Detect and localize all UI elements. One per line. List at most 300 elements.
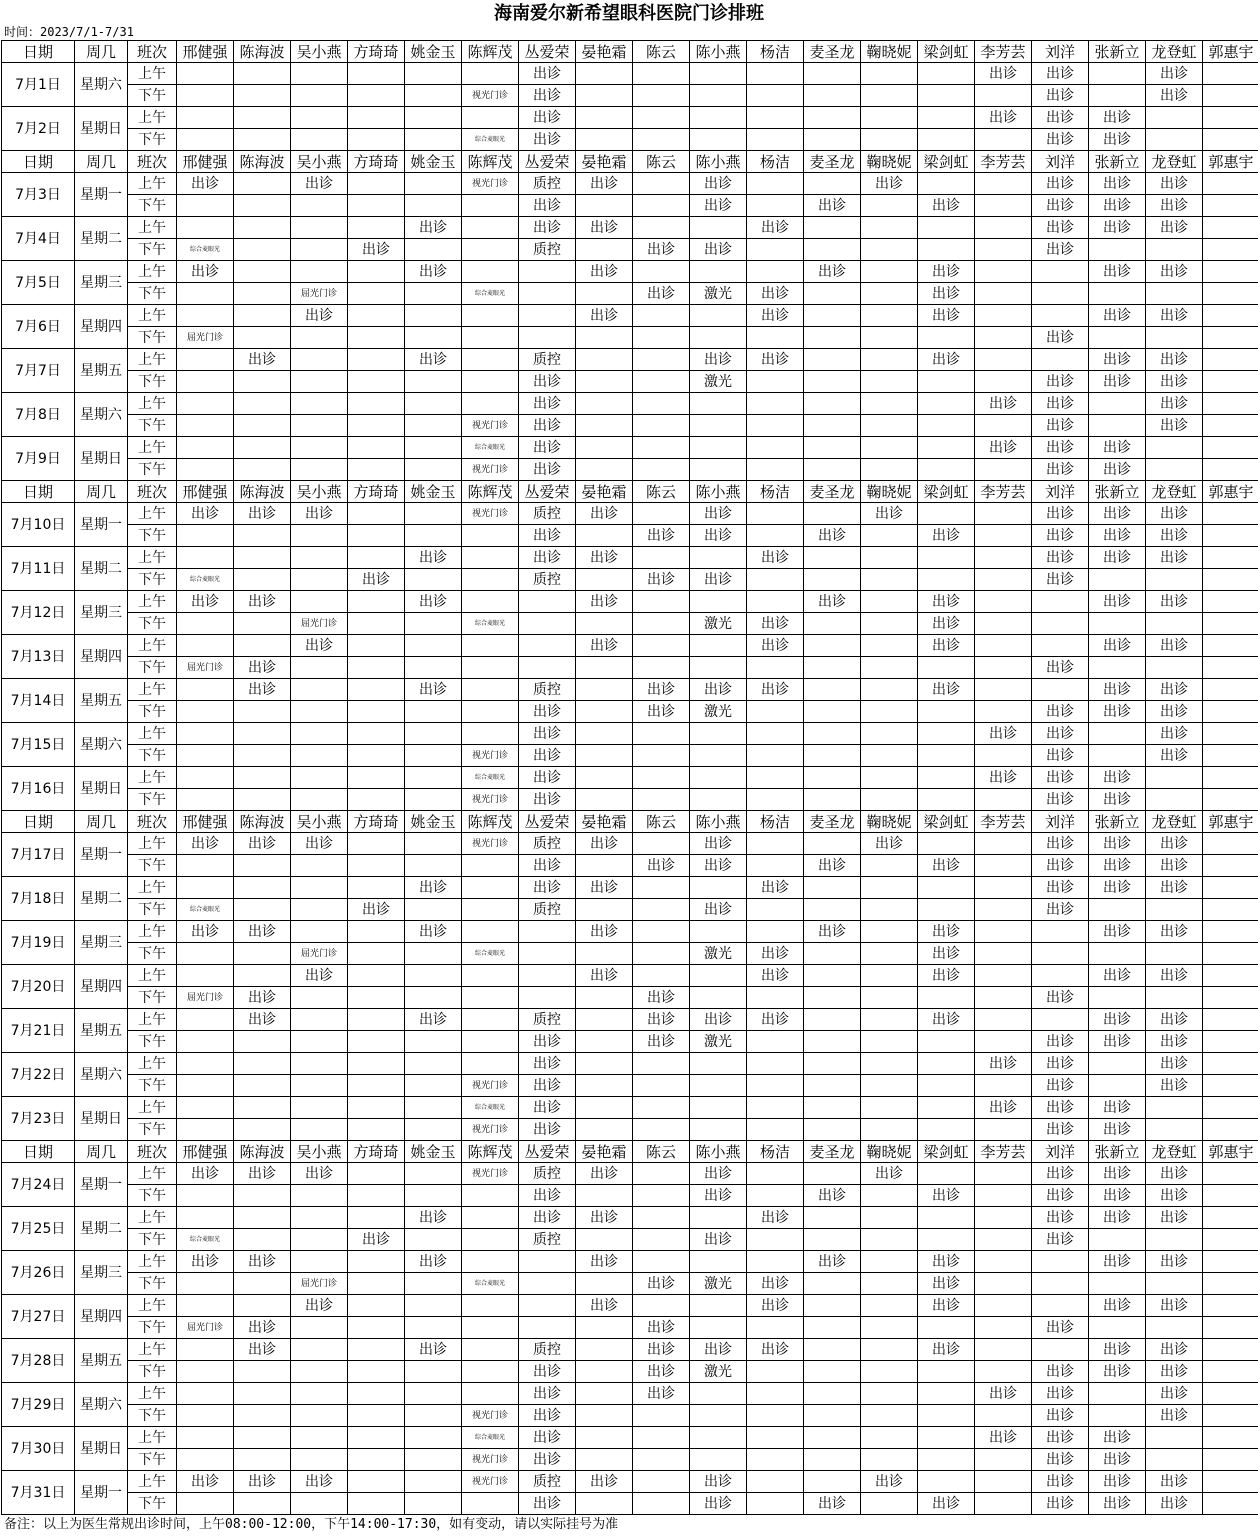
schedule-cell: 出诊 bbox=[690, 503, 747, 525]
weekday-cell: 星期六 bbox=[75, 63, 128, 107]
schedule-cell bbox=[348, 63, 405, 85]
schedule-cell: 出诊 bbox=[1032, 723, 1089, 745]
schedule-cell: 出诊 bbox=[918, 679, 975, 701]
column-header: 班次 bbox=[128, 1141, 177, 1163]
weekday-cell: 星期四 bbox=[75, 965, 128, 1009]
weekday-cell: 星期四 bbox=[75, 305, 128, 349]
schedule-cell bbox=[1032, 305, 1089, 327]
schedule-cell bbox=[747, 1119, 804, 1141]
schedule-cell bbox=[462, 855, 519, 877]
schedule-cell: 视光门诊 bbox=[462, 173, 519, 195]
schedule-cell bbox=[918, 107, 975, 129]
schedule-cell bbox=[177, 415, 234, 437]
schedule-cell bbox=[633, 1185, 690, 1207]
schedule-cell bbox=[1203, 393, 1258, 415]
schedule-cell bbox=[918, 63, 975, 85]
schedule-cell: 出诊 bbox=[1146, 305, 1203, 327]
shift-cell: 上午 bbox=[128, 393, 177, 415]
schedule-cell: 出诊 bbox=[1032, 415, 1089, 437]
schedule-cell bbox=[177, 1449, 234, 1471]
schedule-cell: 出诊 bbox=[519, 107, 576, 129]
schedule-cell: 出诊 bbox=[405, 877, 462, 899]
shift-cell: 上午 bbox=[128, 305, 177, 327]
column-header: 姚金玉 bbox=[405, 151, 462, 173]
schedule-cell: 出诊 bbox=[1032, 129, 1089, 151]
schedule-cell bbox=[804, 635, 861, 657]
schedule-cell bbox=[861, 85, 918, 107]
schedule-cell bbox=[918, 745, 975, 767]
table-row bbox=[2, 591, 1258, 613]
schedule-cell bbox=[804, 1295, 861, 1317]
schedule-cell bbox=[234, 899, 291, 921]
shift-cell: 下午 bbox=[128, 1361, 177, 1383]
schedule-cell: 出诊 bbox=[405, 591, 462, 613]
schedule-cell: 出诊 bbox=[633, 283, 690, 305]
shift-cell: 上午 bbox=[128, 833, 177, 855]
schedule-cell: 出诊 bbox=[1089, 789, 1146, 811]
schedule-cell bbox=[576, 415, 633, 437]
schedule-cell: 出诊 bbox=[519, 877, 576, 899]
schedule-cell: 出诊 bbox=[576, 261, 633, 283]
column-header: 陈小燕 bbox=[690, 151, 747, 173]
column-header: 陈云 bbox=[633, 1141, 690, 1163]
schedule-cell bbox=[975, 987, 1032, 1009]
weekday-cell: 星期六 bbox=[75, 1383, 128, 1427]
schedule-cell: 出诊 bbox=[1089, 1295, 1146, 1317]
schedule-cell bbox=[690, 1251, 747, 1273]
schedule-cell: 出诊 bbox=[1146, 547, 1203, 569]
schedule-cell bbox=[234, 305, 291, 327]
schedule-cell bbox=[462, 63, 519, 85]
schedule-cell bbox=[633, 635, 690, 657]
schedule-cell: 出诊 bbox=[918, 195, 975, 217]
schedule-cell bbox=[975, 349, 1032, 371]
schedule-cell: 出诊 bbox=[975, 107, 1032, 129]
schedule-cell bbox=[1032, 1339, 1089, 1361]
schedule-cell: 出诊 bbox=[804, 1251, 861, 1273]
schedule-cell bbox=[348, 943, 405, 965]
shift-cell: 下午 bbox=[128, 459, 177, 481]
table-row bbox=[2, 1119, 1258, 1141]
schedule-cell bbox=[804, 1317, 861, 1339]
schedule-cell bbox=[861, 613, 918, 635]
schedule-cell bbox=[1032, 679, 1089, 701]
schedule-cell bbox=[1203, 1449, 1258, 1471]
column-header: 陈云 bbox=[633, 41, 690, 63]
shift-cell: 下午 bbox=[128, 327, 177, 349]
schedule-cell bbox=[177, 459, 234, 481]
schedule-cell bbox=[633, 459, 690, 481]
weekday-cell: 星期二 bbox=[75, 217, 128, 261]
schedule-cell bbox=[291, 1097, 348, 1119]
schedule-cell bbox=[348, 1383, 405, 1405]
schedule-cell bbox=[690, 1295, 747, 1317]
schedule-cell bbox=[462, 1493, 519, 1515]
schedule-cell bbox=[690, 217, 747, 239]
schedule-cell: 出诊 bbox=[1146, 1471, 1203, 1493]
schedule-cell bbox=[291, 547, 348, 569]
schedule-cell bbox=[348, 789, 405, 811]
schedule-cell bbox=[1203, 195, 1258, 217]
schedule-cell bbox=[1203, 1273, 1258, 1295]
table-row bbox=[2, 1097, 1258, 1119]
schedule-cell bbox=[633, 1097, 690, 1119]
date-cell: 7月6日 bbox=[2, 305, 75, 349]
schedule-cell bbox=[861, 591, 918, 613]
schedule-cell bbox=[1203, 547, 1258, 569]
shift-cell: 上午 bbox=[128, 107, 177, 129]
schedule-cell bbox=[1203, 569, 1258, 591]
schedule-cell bbox=[975, 569, 1032, 591]
schedule-cell bbox=[975, 1119, 1032, 1141]
schedule-cell: 视光门诊 bbox=[462, 745, 519, 767]
schedule-cell: 出诊 bbox=[918, 613, 975, 635]
schedule-cell bbox=[1203, 1405, 1258, 1427]
table-row bbox=[2, 217, 1258, 239]
date-cell: 7月28日 bbox=[2, 1339, 75, 1383]
schedule-cell bbox=[348, 1053, 405, 1075]
shift-cell: 上午 bbox=[128, 1207, 177, 1229]
schedule-cell bbox=[747, 1493, 804, 1515]
date-cell: 7月16日 bbox=[2, 767, 75, 811]
schedule-cell bbox=[975, 877, 1032, 899]
schedule-cell: 综合麦眼光 bbox=[462, 1273, 519, 1295]
shift-cell: 下午 bbox=[128, 701, 177, 723]
schedule-cell: 出诊 bbox=[1032, 1229, 1089, 1251]
schedule-cell bbox=[975, 459, 1032, 481]
schedule-cell bbox=[633, 129, 690, 151]
schedule-cell: 激光 bbox=[690, 701, 747, 723]
schedule-cell bbox=[1203, 239, 1258, 261]
schedule-cell bbox=[348, 877, 405, 899]
schedule-cell: 出诊 bbox=[747, 217, 804, 239]
schedule-cell bbox=[975, 1295, 1032, 1317]
schedule-cell: 出诊 bbox=[1032, 195, 1089, 217]
schedule-cell bbox=[804, 987, 861, 1009]
schedule-cell bbox=[804, 833, 861, 855]
weekday-cell: 星期一 bbox=[75, 1163, 128, 1207]
schedule-cell bbox=[690, 877, 747, 899]
table-row bbox=[2, 525, 1258, 547]
schedule-cell: 出诊 bbox=[1032, 1097, 1089, 1119]
column-header: 晏艳霜 bbox=[576, 1141, 633, 1163]
schedule-cell: 出诊 bbox=[690, 239, 747, 261]
shift-cell: 上午 bbox=[128, 679, 177, 701]
schedule-cell bbox=[1032, 613, 1089, 635]
schedule-cell bbox=[234, 107, 291, 129]
schedule-cell bbox=[177, 965, 234, 987]
schedule-cell bbox=[975, 1075, 1032, 1097]
table-row bbox=[2, 1251, 1258, 1273]
schedule-cell bbox=[405, 393, 462, 415]
schedule-cell bbox=[234, 965, 291, 987]
schedule-cell bbox=[405, 107, 462, 129]
schedule-cell bbox=[975, 679, 1032, 701]
schedule-cell: 出诊 bbox=[1032, 657, 1089, 679]
schedule-cell bbox=[1089, 85, 1146, 107]
schedule-cell bbox=[633, 371, 690, 393]
schedule-cell bbox=[348, 327, 405, 349]
schedule-cell bbox=[1032, 591, 1089, 613]
schedule-cell bbox=[1203, 1031, 1258, 1053]
schedule-cell bbox=[804, 899, 861, 921]
schedule-cell: 出诊 bbox=[1146, 1295, 1203, 1317]
column-header: 邢健强 bbox=[177, 41, 234, 63]
schedule-cell bbox=[690, 987, 747, 1009]
schedule-cell bbox=[633, 1207, 690, 1229]
schedule-cell: 综合麦眼光 bbox=[462, 437, 519, 459]
schedule-cell bbox=[975, 173, 1032, 195]
schedule-cell bbox=[177, 1009, 234, 1031]
schedule-cell: 出诊 bbox=[633, 679, 690, 701]
date-cell: 7月12日 bbox=[2, 591, 75, 635]
column-header: 杨洁 bbox=[747, 41, 804, 63]
schedule-cell: 出诊 bbox=[1032, 1053, 1089, 1075]
schedule-cell bbox=[690, 1449, 747, 1471]
column-header: 晏艳霜 bbox=[576, 811, 633, 833]
schedule-cell: 出诊 bbox=[576, 965, 633, 987]
date-cell: 7月24日 bbox=[2, 1163, 75, 1207]
schedule-cell bbox=[1203, 635, 1258, 657]
schedule-cell bbox=[804, 173, 861, 195]
schedule-cell: 出诊 bbox=[519, 1097, 576, 1119]
shift-cell: 上午 bbox=[128, 261, 177, 283]
schedule-cell: 出诊 bbox=[747, 943, 804, 965]
column-header: 麦圣龙 bbox=[804, 811, 861, 833]
schedule-cell: 出诊 bbox=[291, 1163, 348, 1185]
schedule-cell bbox=[348, 613, 405, 635]
schedule-cell bbox=[918, 173, 975, 195]
schedule-cell: 视光门诊 bbox=[462, 85, 519, 107]
schedule-cell bbox=[633, 899, 690, 921]
schedule-cell: 出诊 bbox=[633, 569, 690, 591]
schedule-cell: 出诊 bbox=[1146, 745, 1203, 767]
schedule-cell bbox=[747, 1229, 804, 1251]
schedule-cell bbox=[975, 305, 1032, 327]
schedule-cell: 出诊 bbox=[1032, 1317, 1089, 1339]
schedule-cell bbox=[405, 1405, 462, 1427]
date-cell: 7月13日 bbox=[2, 635, 75, 679]
schedule-cell: 出诊 bbox=[576, 503, 633, 525]
schedule-cell bbox=[405, 327, 462, 349]
schedule-cell bbox=[462, 591, 519, 613]
schedule-cell bbox=[918, 1471, 975, 1493]
schedule-cell bbox=[690, 107, 747, 129]
schedule-cell: 出诊 bbox=[918, 283, 975, 305]
schedule-cell bbox=[918, 217, 975, 239]
shift-cell: 上午 bbox=[128, 1163, 177, 1185]
schedule-cell bbox=[576, 1009, 633, 1031]
schedule-cell: 出诊 bbox=[405, 1251, 462, 1273]
weekday-cell: 星期四 bbox=[75, 1295, 128, 1339]
schedule-cell: 出诊 bbox=[747, 283, 804, 305]
schedule-cell bbox=[747, 1317, 804, 1339]
schedule-cell: 出诊 bbox=[177, 1471, 234, 1493]
shift-cell: 下午 bbox=[128, 371, 177, 393]
schedule-cell bbox=[519, 591, 576, 613]
schedule-cell: 出诊 bbox=[291, 503, 348, 525]
column-header: 刘洋 bbox=[1032, 1141, 1089, 1163]
schedule-cell bbox=[576, 657, 633, 679]
schedule-cell: 出诊 bbox=[1089, 547, 1146, 569]
schedule-cell: 出诊 bbox=[1146, 1207, 1203, 1229]
schedule-cell bbox=[234, 437, 291, 459]
schedule-cell bbox=[291, 393, 348, 415]
schedule-cell: 出诊 bbox=[690, 1471, 747, 1493]
shift-cell: 上午 bbox=[128, 921, 177, 943]
schedule-cell bbox=[804, 1427, 861, 1449]
schedule-cell: 视光门诊 bbox=[462, 789, 519, 811]
schedule-cell: 出诊 bbox=[519, 1119, 576, 1141]
table-row bbox=[2, 1427, 1258, 1449]
schedule-cell bbox=[462, 679, 519, 701]
schedule-cell: 出诊 bbox=[291, 305, 348, 327]
schedule-cell: 出诊 bbox=[576, 1471, 633, 1493]
schedule-cell bbox=[747, 393, 804, 415]
schedule-cell: 出诊 bbox=[1089, 1207, 1146, 1229]
schedule-cell bbox=[576, 129, 633, 151]
schedule-cell bbox=[975, 1207, 1032, 1229]
schedule-cell bbox=[177, 371, 234, 393]
table-row bbox=[2, 745, 1258, 767]
schedule-cell bbox=[1203, 1339, 1258, 1361]
shift-cell: 下午 bbox=[128, 899, 177, 921]
schedule-cell: 出诊 bbox=[1089, 437, 1146, 459]
schedule-cell bbox=[690, 767, 747, 789]
schedule-cell bbox=[804, 877, 861, 899]
schedule-cell bbox=[1203, 1471, 1258, 1493]
schedule-cell: 出诊 bbox=[1032, 987, 1089, 1009]
schedule-cell bbox=[576, 1449, 633, 1471]
schedule-cell bbox=[975, 1229, 1032, 1251]
schedule-cell: 综合麦眼光 bbox=[177, 1229, 234, 1251]
schedule-cell bbox=[177, 1207, 234, 1229]
schedule-cell: 出诊 bbox=[747, 679, 804, 701]
schedule-cell bbox=[177, 63, 234, 85]
column-header: 郭惠宇 bbox=[1203, 1141, 1258, 1163]
shift-cell: 下午 bbox=[128, 1075, 177, 1097]
schedule-cell: 出诊 bbox=[918, 1251, 975, 1273]
schedule-cell bbox=[348, 965, 405, 987]
schedule-cell bbox=[519, 635, 576, 657]
schedule-cell: 出诊 bbox=[918, 349, 975, 371]
schedule-cell bbox=[747, 195, 804, 217]
schedule-cell: 出诊 bbox=[1032, 393, 1089, 415]
schedule-cell bbox=[1146, 239, 1203, 261]
column-header: 方琦琦 bbox=[348, 481, 405, 503]
schedule-cell bbox=[177, 613, 234, 635]
schedule-cell bbox=[975, 503, 1032, 525]
schedule-cell bbox=[690, 657, 747, 679]
schedule-cell: 视光门诊 bbox=[462, 503, 519, 525]
schedule-cell bbox=[1203, 943, 1258, 965]
schedule-cell bbox=[747, 173, 804, 195]
schedule-cell bbox=[576, 371, 633, 393]
schedule-cell bbox=[1089, 745, 1146, 767]
table-row bbox=[2, 63, 1258, 85]
schedule-cell: 出诊 bbox=[177, 173, 234, 195]
schedule-cell bbox=[348, 371, 405, 393]
schedule-cell bbox=[576, 63, 633, 85]
column-header: 班次 bbox=[128, 811, 177, 833]
schedule-cell bbox=[462, 327, 519, 349]
schedule-cell: 出诊 bbox=[918, 635, 975, 657]
schedule-cell bbox=[177, 1339, 234, 1361]
schedule-cell bbox=[975, 195, 1032, 217]
schedule-cell bbox=[348, 459, 405, 481]
schedule-cell: 出诊 bbox=[519, 1031, 576, 1053]
schedule-cell bbox=[234, 459, 291, 481]
schedule-cell bbox=[462, 657, 519, 679]
date-cell: 7月3日 bbox=[2, 173, 75, 217]
date-cell: 7月22日 bbox=[2, 1053, 75, 1097]
weekday-cell: 星期一 bbox=[75, 1471, 128, 1515]
schedule-cell bbox=[576, 679, 633, 701]
schedule-cell bbox=[576, 1075, 633, 1097]
schedule-cell: 出诊 bbox=[1089, 855, 1146, 877]
schedule-cell bbox=[804, 1097, 861, 1119]
schedule-cell: 出诊 bbox=[1089, 195, 1146, 217]
schedule-cell: 出诊 bbox=[633, 1317, 690, 1339]
schedule-cell bbox=[975, 239, 1032, 261]
schedule-cell bbox=[804, 239, 861, 261]
shift-cell: 上午 bbox=[128, 1097, 177, 1119]
schedule-cell: 出诊 bbox=[1146, 1163, 1203, 1185]
schedule-cell: 视光门诊 bbox=[462, 415, 519, 437]
schedule-cell: 出诊 bbox=[861, 1471, 918, 1493]
schedule-cell bbox=[804, 723, 861, 745]
schedule-cell bbox=[1203, 1361, 1258, 1383]
table-row bbox=[2, 679, 1258, 701]
schedule-cell bbox=[462, 899, 519, 921]
schedule-cell bbox=[747, 415, 804, 437]
weekday-cell: 星期二 bbox=[75, 1207, 128, 1251]
schedule-cell: 出诊 bbox=[1089, 129, 1146, 151]
schedule-cell bbox=[1089, 987, 1146, 1009]
schedule-cell bbox=[177, 129, 234, 151]
weekday-cell: 星期六 bbox=[75, 723, 128, 767]
schedule-cell bbox=[975, 965, 1032, 987]
schedule-body bbox=[2, 41, 1258, 1515]
schedule-cell bbox=[576, 899, 633, 921]
column-header: 日期 bbox=[2, 1141, 75, 1163]
schedule-cell bbox=[1203, 613, 1258, 635]
column-header: 周几 bbox=[75, 1141, 128, 1163]
schedule-cell bbox=[1146, 107, 1203, 129]
schedule-cell bbox=[747, 1251, 804, 1273]
schedule-cell bbox=[975, 1339, 1032, 1361]
column-header: 杨洁 bbox=[747, 151, 804, 173]
schedule-cell: 出诊 bbox=[1032, 1405, 1089, 1427]
schedule-cell bbox=[405, 195, 462, 217]
column-header: 丛爱荣 bbox=[519, 811, 576, 833]
schedule-cell bbox=[747, 855, 804, 877]
shift-cell: 下午 bbox=[128, 415, 177, 437]
schedule-cell bbox=[462, 547, 519, 569]
schedule-cell bbox=[1089, 723, 1146, 745]
schedule-cell bbox=[405, 371, 462, 393]
schedule-cell bbox=[861, 1097, 918, 1119]
schedule-cell bbox=[234, 1361, 291, 1383]
schedule-cell bbox=[633, 921, 690, 943]
schedule-cell: 屈光门诊 bbox=[291, 283, 348, 305]
schedule-cell bbox=[576, 85, 633, 107]
schedule-cell bbox=[804, 503, 861, 525]
schedule-cell bbox=[291, 1383, 348, 1405]
schedule-cell bbox=[1146, 657, 1203, 679]
schedule-cell bbox=[747, 1427, 804, 1449]
schedule-cell: 出诊 bbox=[177, 503, 234, 525]
